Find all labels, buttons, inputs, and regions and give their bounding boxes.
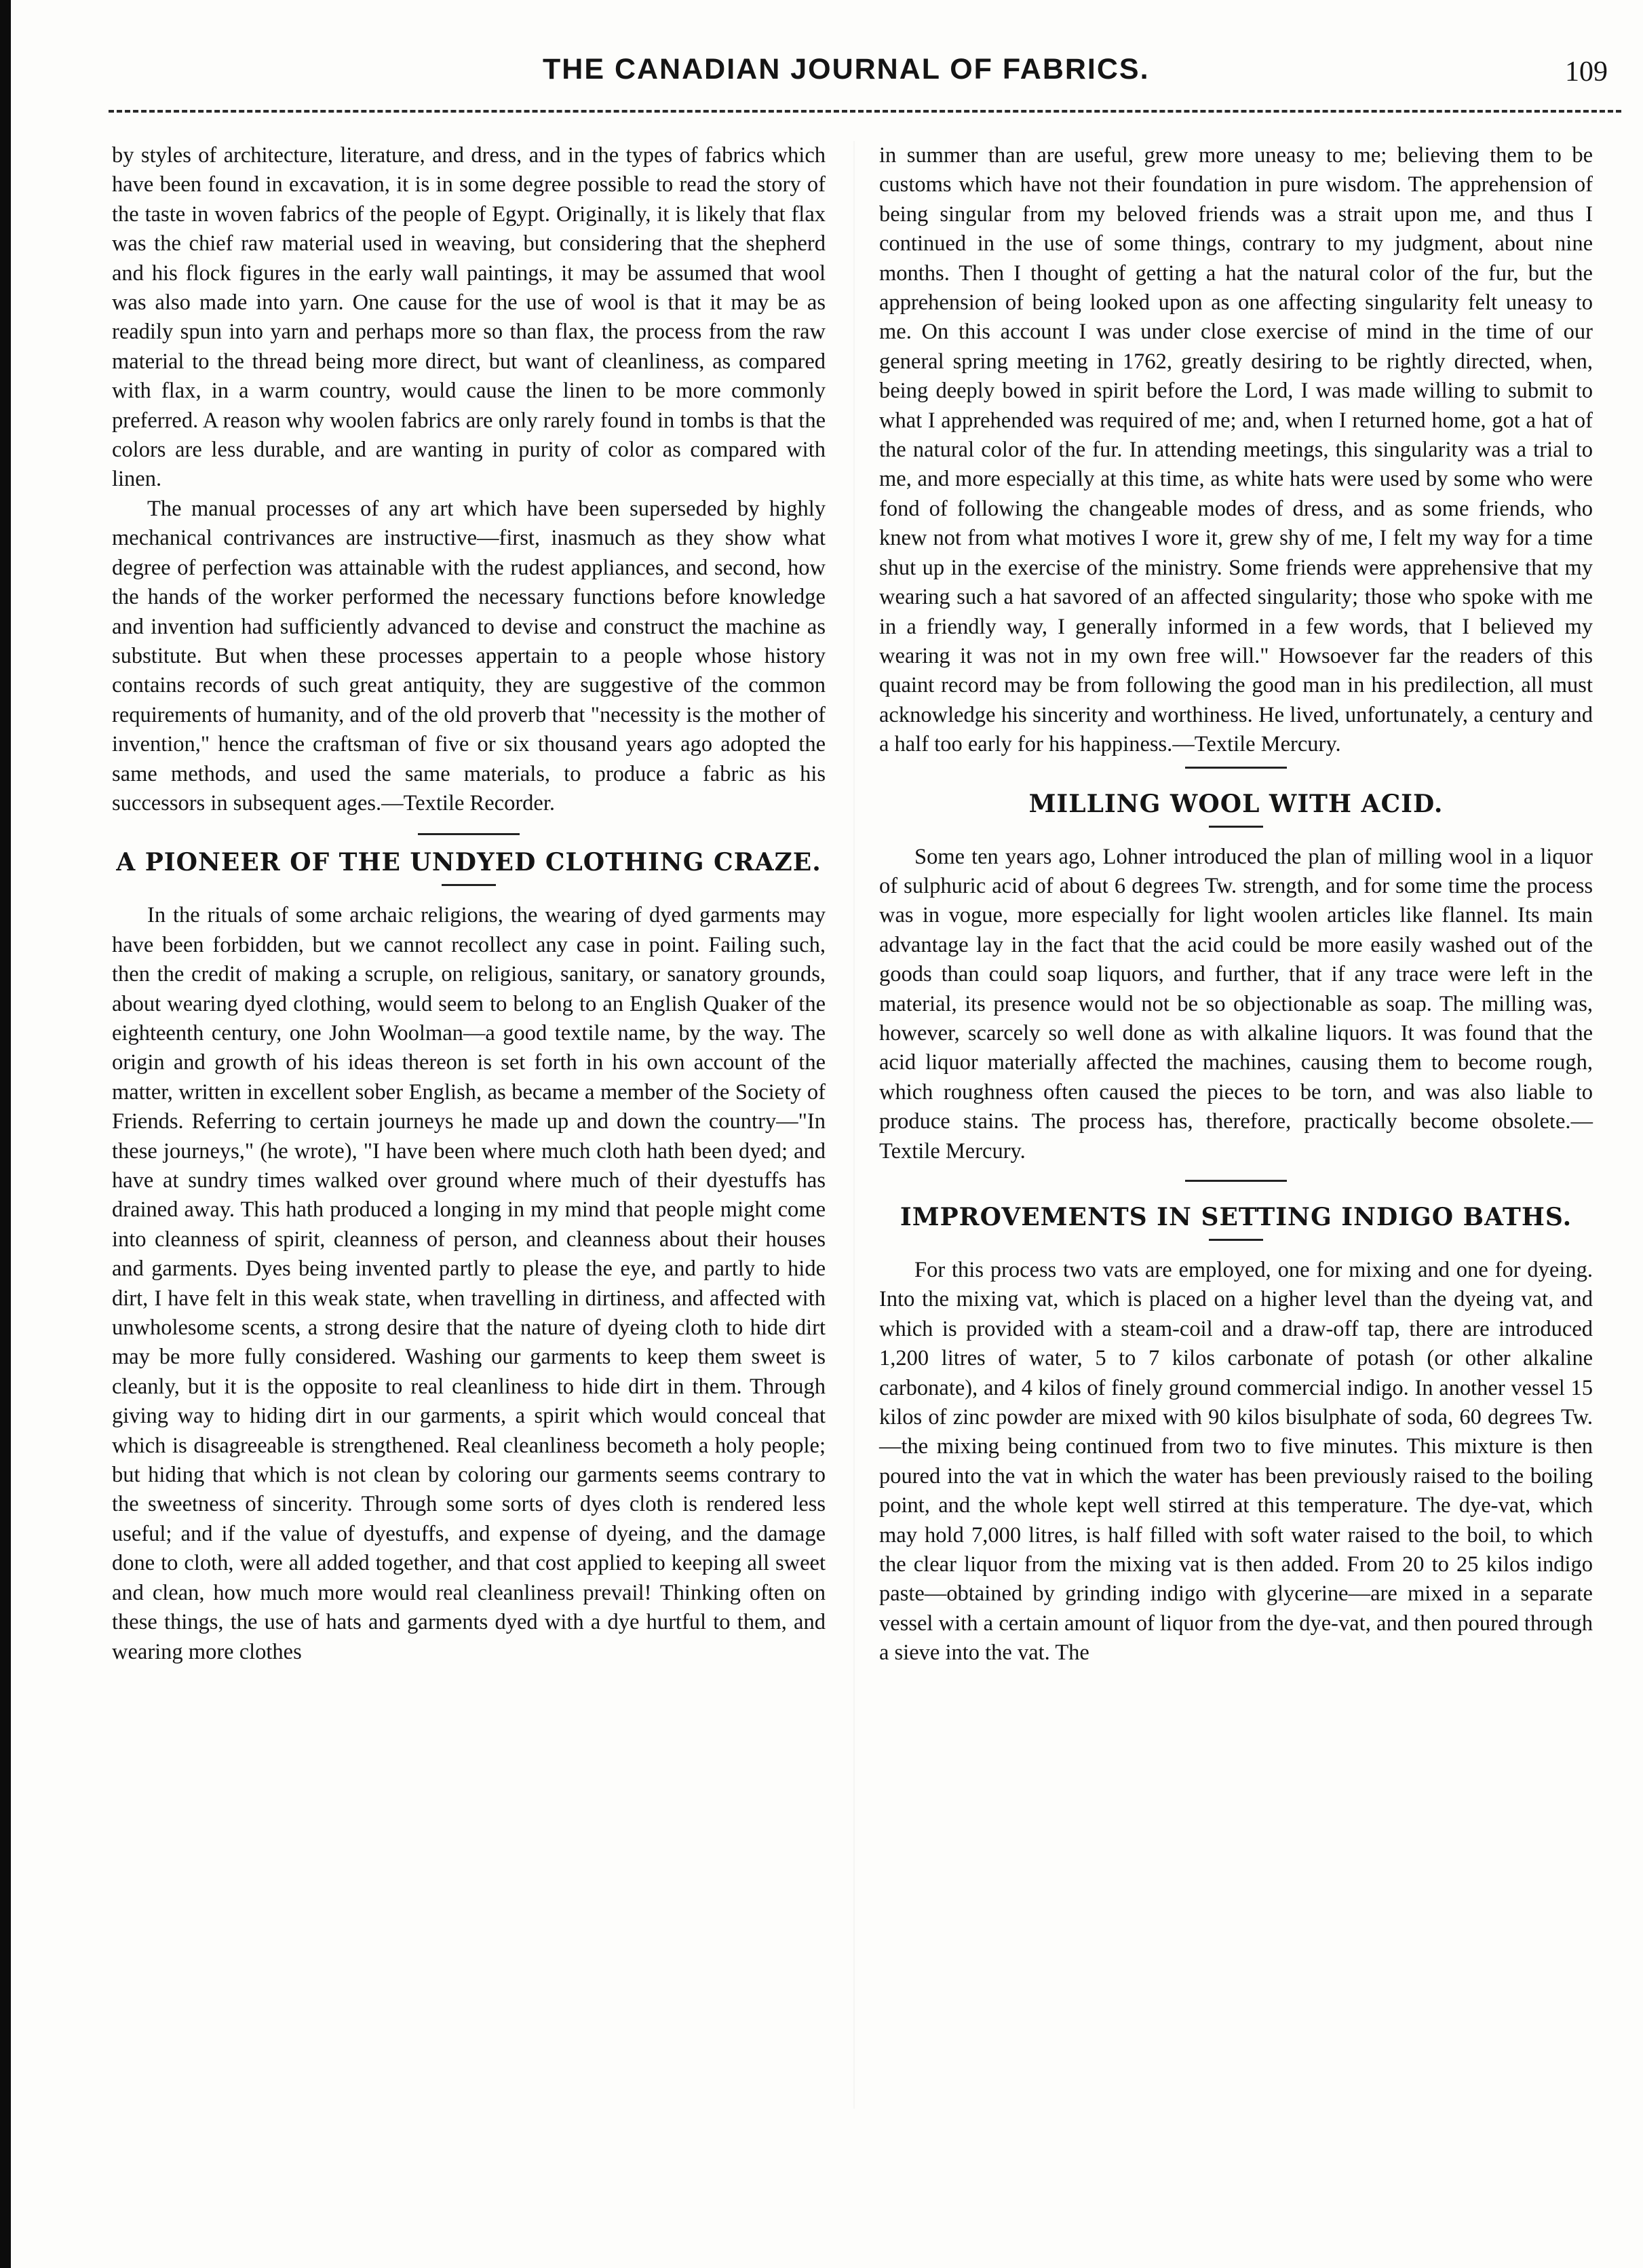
page-number: 109 [1565, 56, 1608, 88]
column-gutter [853, 141, 855, 2109]
indigo-section-title: IMPROVEMENTS IN SETTING INDIGO BATHS. [900, 1203, 1572, 1231]
manual-processes-paragraph: The manual processes of any art which have been superseded by highly mechanical contrivances are instructive—first, inasmuch as they show what degree of perfection was attainable with the rudest appliances, and second, how the hands of the worker performed the necessary functions before knowledge and invention had sufficiently advanced to devise and construct the machine as substitute. But when these processes appertain to a people whose history contains records of such great antiquity, they are suggestive of the common requirements of humanity, and of the old proverb that "necessity is the mother of invention," hence the craftsman of five or six thousand years ago adopted the same methods, and used the same materials, to produce a fabric as his successors in subsequent ages.—Textile Recorder. [112, 496, 826, 815]
pioneer-paragraph: In the rituals of some archaic religions, the wearing of dyed garments may have been forbidden, but we cannot recollect any case in point. Failing such, then the credit of making a scruple, on religious, sanitary, or sanatory grounds, about wearing dyed clothing, would seem to belong to an English Quaker of the eighteenth century, one John Woolman—a good textile name, by the way. The origin and growth of his ideas thereon is set forth in his own account of the matter, written in excellent sober English, as became a member of the Society of Friends. Referring to certain journeys he made up and down the country—"In these journeys," (he wrote), "I have been where much cloth hath been dyed; and have at sundry times walked over ground where much of their dyestuffs has drained away. This hath produced a longing in my mind that people might come into cleanness of spirit, cleanness of person, and cleanness about their houses and garments. Dyes being invented partly to please the eye, and partly to hide dirt, I have felt in this weak state, when travelling in dirtiness, and affected with unwholesome scents, a strong desire that the nature of dyeing cloth to hide dirt may be more fully considered. Washing our garments to keep them sweet is cleanly, but it is the opposite to real cleanliness to hide dirt in them. Through giving way to hiding dirt in our garments, a spirit which would conceal that which is disagreeable is strengthened. Real cleanliness becometh a holy people; but hiding that which is not clean by coloring our garments seems contrary to the sweetness of sincerity. Through some sorts of dyes cloth is rendered less useful; and if the value of dyestuffs, and expense of dyeing, and the damage done to cloth, were all added together, and that cost applied to keeping all sweet and clean, how much more would real cleanliness prevail! Thinking often on these things, the use of hats and garments dyed with a dye hurtful to them, and wearing more clothes [112, 903, 826, 1664]
header-rule [109, 110, 1621, 113]
pioneer-continuation-paragraph: in summer than are useful, grew more uneasy to me; believing them to be customs which have not their foundation in pure wisdom. The apprehension of being singular from my beloved friends was a strait upon me, and thus I continued in the use of some things, contrary to my judgment, about nine months. Then I thought of getting a hat the natural color of the fur, but the apprehension of being looked upon as one affecting singularity felt uneasy to me. On this account I was under close exercise of mind in the time of our general spring meeting in 1762, greatly desiring to be rightly directed, when, being deeply bowed in spirit before the Lord, I was made willing to submit to what I apprehended was required of me; and, when I returned home, got a hat of the natural color of the fur. In attending meetings, this singularity was a trial to me, and more especially at this time, as white hats were used by some who were fond of following the changeable modes of dress, and as some friends, who knew not from what motives I wore it, grew shy of me, I felt my way for a time shut up in the exercise of the ministry. Some friends were apprehensive that my wearing such a hat savored of an affected singularity; those who spoke with me in a friendly way, I generally informed in a few words, that I believed my wearing it was not in my own free will." Howsoever far the readers of this quaint record may be from following the good man in his predilection, all must acknowledge his sincerity and worthiness. He lived, unfortunately, a century and a half too early for his happiness.—Textile Mercury. [879, 143, 1593, 757]
milling-paragraph: Some ten years ago, Lohner introduced the plan of milling wool in a liquor of sulphuric acid of about 6 degrees Tw. strength, and for some time the process was in vogue, more especially for light woolen articles like flannel. Its main advantage lay in the fact that the acid could be more easily washed out of the goods than could soap liquors, and further, that if any trace were left in the material, its presence would not be so objectionable as soap. The milling was, however, scarcely so well done as with alkaline liquors. It was found that the acid liquor materially affected the machines, causing them to become rough, which roughness often caused the pieces to be torn, and was also liable to produce stains. The process has, therefore, practically become obsolete.—Textile Mercury. [879, 844, 1593, 1164]
indigo-paragraph: For this process two vats are employed, one for mixing and one for dyeing. Into the mixing vat, which is placed on a higher level than the dyeing vat, and which is provided with a steam-coil and a draw-off tap, there are introduced 1,200 litres of water, 5 to 7 kilos carbonate of potash (or other alkaline carbonate), and 4 kilos of finely ground commercial indigo. In another vessel 15 kilos of zinc powder are mixed with 90 kilos bisulphate of soda, 60 degrees Tw.—the mixing being continued from two to five minutes. This mixture is then poured into the vat in which the water has been previously raised to the boiling point, and the whole kept well stirred at this temperature. The dye-vat, which may hold 7,000 litres, is half filled with soft water raised to the boil, to which the clear liquor from the mixing vat is then added. From 20 to 25 kilos indigo paste—obtained by grinding indigo with glycerine—are mixed in a separate vessel with a certain amount of liquor from the dye-vat, and then poured through a sieve into the vat. The [879, 1258, 1593, 1666]
page-edge-bar [0, 0, 11, 2268]
left-column [112, 141, 826, 1667]
running-head [109, 53, 1621, 110]
milling-section-title: MILLING WOOL WITH ACID. [1028, 789, 1444, 818]
journal-title: THE CANADIAN JOURNAL OF FABRICS. [543, 53, 1150, 85]
pioneer-section-title: A PIONEER OF THE UNDYED CLOTHING CRAZE. [116, 848, 822, 877]
egypt-continuation-paragraph: by styles of architecture, literature, and dress, and in the types of fabrics which have been found in excavation, it is in some degree possible to read the story of the taste in woven fabrics of the people of Egypt. Originally, it is likely that flax was the chief raw material used in weaving, but considering that the shepherd and his flock figures in the early wall paintings, it may be assumed that wool was also made into yarn. One cause for the use of wool is that it may be as readily spun into yarn and perhaps more so than flax, the process from the raw material to the thread being more direct, but want of cleanliness, as compared with flax, in a warm country, would cause the linen to be more commonly preferred. A reason why woolen fabrics are only rarely found in tombs is that the colors are less durable, and are wanting in purity of color as compared with linen. [112, 143, 826, 492]
right-column [879, 141, 1593, 1668]
